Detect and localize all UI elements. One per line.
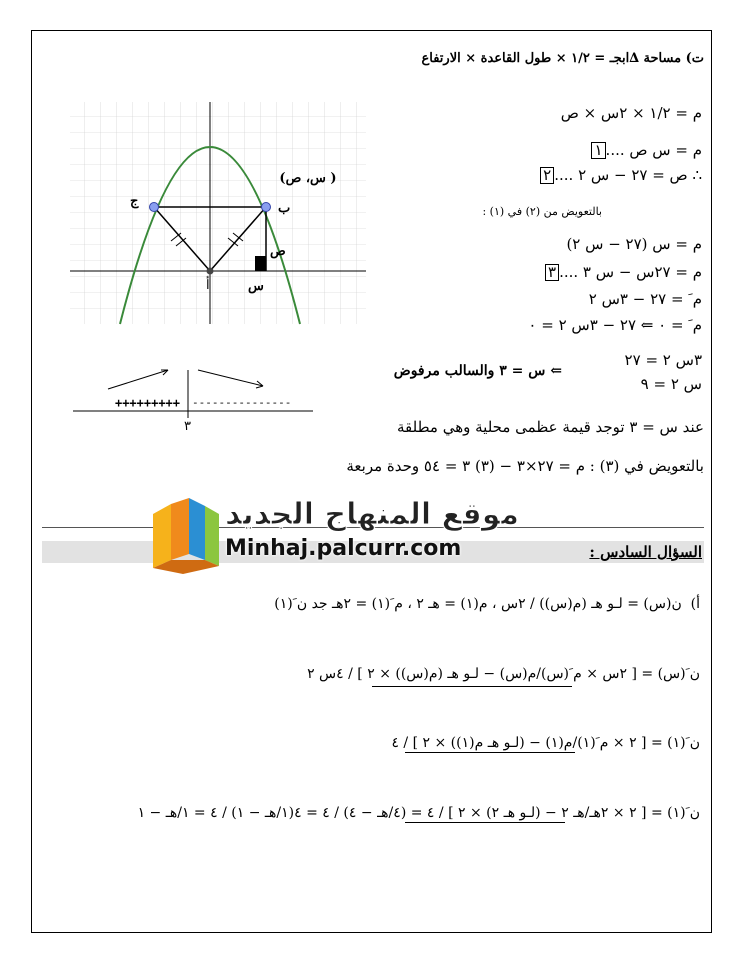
eq-area-1: م = ١/٢ × ٢س × ص — [560, 104, 702, 122]
label-a: أ — [206, 278, 210, 293]
q6-a-given: أ) ن(س) = لـو هـ (م(س)) / ٢س ، م(١) = هـ ٢ ، م َ(١) = ٢هـ جد ن َ(١) — [274, 596, 700, 612]
eq-area-2: م = س ص ....١ — [591, 141, 702, 159]
question-6-title: السؤال السادس : — [589, 543, 702, 561]
q6-derivative-2: ن َ(١) = [ ٢ × م َ(١)/م(١) − (لـو هـ م(١)) × ٢ ] / ٤ — [391, 735, 700, 751]
site-logo-icon — [143, 494, 225, 576]
right-angle-mark — [255, 256, 266, 271]
point-j — [150, 203, 159, 212]
eq-area-4: م = ٢٧س − س ٣ ....٣ — [545, 263, 702, 281]
fraction-bar-1 — [372, 686, 572, 687]
max-note: عند س = ٣ توجد قيمة عظمى محلية وهي مطلقة — [397, 418, 704, 436]
plus-signs: +++++++++ — [114, 396, 180, 410]
fraction-bar-3 — [405, 822, 565, 823]
label-x: س — [248, 279, 264, 294]
part-t-heading: ت) مساحة ∆ابجـ = ١/٢ × طول القاعدة × الارتفاع — [421, 51, 704, 66]
q6-derivative-1: ن َ(س) = [ ٢س × م َ(س)/م(س) − لـو هـ (م(س)) × ٢ ] / ٤س ٢ — [307, 666, 700, 682]
q6-derivative-3-lhs: ن َ(١) = [ ٢ × ٢هـ/هـ ٢ − (لـو هـ ٢) × ٢ ] / ٤ — [426, 805, 700, 821]
eq-y-expression: ∴ ص = ٢٧ − س ٢ ....٢ — [540, 166, 702, 184]
eq-solve-1: ٣س ٢ = ٢٧ — [624, 351, 702, 369]
eq-number-1: ١ — [591, 142, 605, 159]
label-j: ج — [130, 194, 139, 209]
q6-derivative-3-mid: = (٤/هـ − ٤) / ٤ = ٤(١/هـ − ١) / ٤ — [210, 805, 423, 821]
q6-a-label: أ) — [690, 596, 700, 612]
fraction-bar-2 — [405, 752, 575, 753]
minus-signs: --------------- — [192, 396, 292, 409]
eq-solve-result: ⇐ س = ٣ والسالب مرفوض — [393, 363, 562, 379]
final-area: بالتعويض في (٣) : م = ٢٧×٣ − (٣) ٣ = ٥٤ وحدة مربعة — [346, 457, 704, 475]
increasing-arrow — [108, 370, 168, 389]
q6-final-result: = ١/هـ − ١ — [137, 805, 206, 821]
point-b — [262, 203, 271, 212]
label-point-xy: (س، ص ) — [279, 171, 337, 186]
parabola-graph — [68, 100, 368, 328]
critical-value: ٣ — [184, 419, 191, 432]
eq-area-3: م = س (٢٧ − س ٢) — [566, 235, 702, 253]
watermark-arabic: موقع المنهاج الجديد — [225, 497, 520, 532]
sign-line-diagram — [68, 362, 318, 432]
watermark-url: Minhaj.palcurr.com — [225, 536, 462, 561]
point-a — [207, 268, 214, 275]
substitute-note: بالتعويض من (٢) في (١) : — [482, 205, 602, 218]
eq-number-2: ٢ — [540, 167, 554, 184]
q6-derivative-3 — [138, 805, 700, 821]
label-b: ب — [278, 201, 291, 216]
label-y: ص — [270, 244, 286, 259]
decreasing-arrow — [198, 370, 263, 386]
eq-solve-2: س ٢ = ٩ — [640, 375, 702, 393]
eq-derivative: م َ = ٢٧ − ٣س ٢ — [588, 290, 702, 308]
graph-grid — [70, 102, 366, 324]
eq-derivative-zero: م َ = ٠ ⇐ ٢٧ − ٣س ٢ = ٠ — [528, 316, 702, 334]
eq-number-3: ٣ — [545, 264, 559, 281]
